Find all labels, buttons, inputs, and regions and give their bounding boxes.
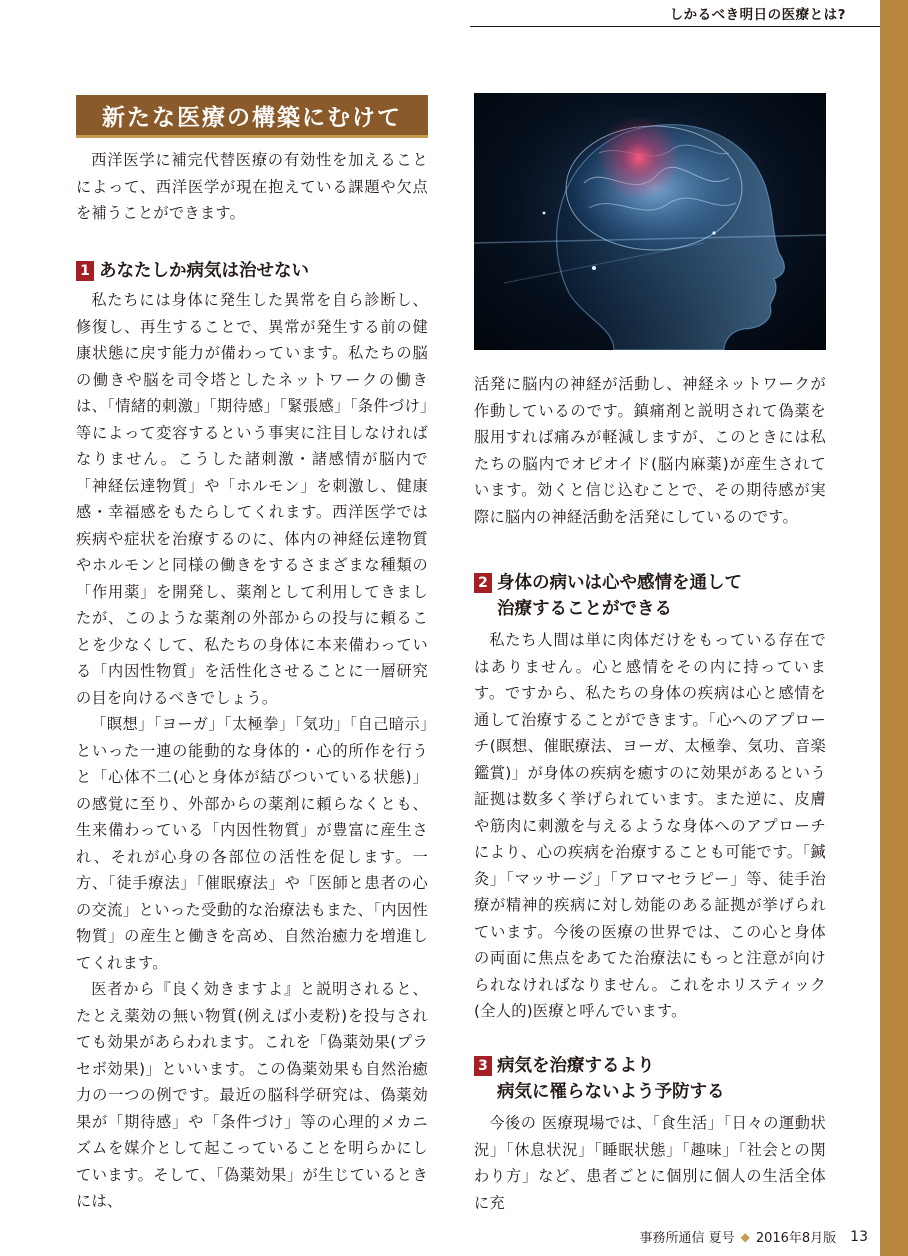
section-heading-line: 身体の病いは心や感情を通して <box>497 573 742 593</box>
body-paragraph: 医者から『良く効きますよ』と説明されると、たとえ薬効の無い物質(例えば小麦粉)を投与されても効果があらわれます。これを「偽薬効果(プラセボ効果)」といいます。この偽薬効果も自然治癒力の一つの例です。最近の脳科学研究は、偽薬効果が「期待感」や「条件づけ」等の心理的メカニズムを媒介として起こっていることを明らかにしています。そして、「偽薬効果」が生じているときには、 <box>76 980 428 1210</box>
page-footer <box>639 1227 868 1246</box>
body-paragraph: 活発に脳内の神経が活動し、神経ネットワークが作動しているのです。鎮痛剤と説明されて偽薬を服用すれば痛みが軽減しますが、このときには私たちの脳内でオピオイド(脳内麻薬)が産生されています。効くと信じ込むことで、その期待感が実際に脳内の神経活動を活発にしているのです。 <box>474 375 826 526</box>
section-heading-line: 治療することができる <box>497 599 672 619</box>
section-heading-2 <box>474 570 742 622</box>
body-paragraph: 今後の 医療現場では、「食生活」「日々の運動状況」「休息状況」「睡眠状態」「趣味」「社会との関わり方」など、患者ごとに個別に個人の生活全体に充 <box>474 1114 826 1212</box>
section-1-body <box>76 287 428 1215</box>
body-paragraph: 私たちには身体に発生した異常を自ら診断し、修復し、再生することで、異常が発生する前の健康状態に戻す能力が備わっています。私たちの脳の働きや脳を司令塔としたネットワークの働きは、「情緒的刺激」「期待感」「緊張感」「条件づけ」等によって変容するという事実に注目しなければなりません。こうした諸刺激・諸感情が脳内で「神経伝達物質」や「ホルモン」を刺激し、健康感・幸福感をもたらしてくれます。西洋医学では疾病や症状を治療するのに、体内の神経伝達物質やホルモンと同様の働きをするさまざまな種類の「作用薬」を開発し、薬剤として利用してきましたが、このような薬剤の外部からの投与に頼ることを少なくして、私たちの身体に本来備わっている「内因性物質」を活性化させることに一層研究の目を向けるべきでしょう。 <box>76 291 428 707</box>
running-header: しかるべき明日の医療とは? <box>669 7 846 23</box>
section-3-body <box>474 1110 826 1216</box>
section-heading-3 <box>474 1053 725 1105</box>
body-paragraph: 私たち人間は単に肉体だけをもっている存在ではありません。心と感情をその内に持っています。ですから、私たちの身体の疾病は心と感情を通して治療することができます。「心へのアプローチ(瞑想、催眠療法、ヨーガ、太極拳、気功、音楽鑑賞)」が身体の疾病を癒すのに効果があるという証拠は数多く挙げられています。また逆に、皮膚や筋肉に刺激を与えるような身体へのアプローチにより、心の疾病を治療することも可能です。「鍼灸」「マッサージ」「アロマセラピー」等、徒手治療が精神的疾病に対し効能のある証拠が挙げられています。今後の医療の世界では、この心と身体の両面に焦点をあてた治療法にもっと注意が向けられなければなりません。これをホリスティック(全人的)医療と呼んでいます。 <box>474 631 826 1020</box>
diamond-icon: ◆ <box>740 1229 750 1244</box>
issue-date: 2016年8月版 <box>755 1231 837 1246</box>
page-edge-bar <box>880 0 908 1256</box>
section-number-badge: 1 <box>76 261 94 281</box>
section-heading-1 <box>76 258 309 284</box>
section-heading-line: 病気に罹らないよう予防する <box>497 1082 725 1102</box>
section-heading-line: 病気を治療するより <box>497 1056 655 1076</box>
section-2-body <box>474 627 826 1025</box>
section-heading-text: あなたしか病気は治せない <box>99 261 309 281</box>
page-number: 13 <box>850 1228 868 1245</box>
header-rule <box>470 26 880 27</box>
section-number-badge: 2 <box>474 573 492 593</box>
brain-head-graphic <box>474 93 826 350</box>
section-number-badge: 3 <box>474 1056 492 1076</box>
publication-name: 事務所通信 夏号 <box>639 1231 735 1246</box>
section-1-continuation <box>474 371 826 530</box>
brain-head-illustration <box>474 93 826 350</box>
intro-paragraph: 西洋医学に補完代替医療の有効性を加えることによって、西洋医学が現在抱えている課題や欠点を補うことができます。 <box>76 151 428 222</box>
section-banner: 新たな医療の構築にむけて <box>76 95 428 138</box>
body-paragraph: 「瞑想」「ヨーガ」「太極拳」「気功」「自己暗示」といった一連の能動的な身体的・心的所作を行うと「心体不二(心と身体が結びついている状態)」の感覚に至り、外部からの薬剤に頼らなくとも、生来備わっている「内因性物質」が豊富に産生され、それが心身の各部位の活性を促します。一方、「徒手療法」「催眠療法」や「医師と患者の心の交流」といった受動的な治療法もまた、「内因性物質」の産生と働きを高め、自然治癒力を増進してくれます。 <box>76 715 428 972</box>
